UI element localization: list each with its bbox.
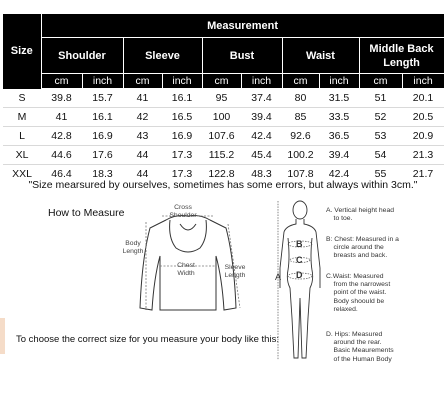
note-c-waist: C.Waist: Measured from the narrowest point of the waist. Body shoould be relaxed. <box>326 273 391 313</box>
letter-b: B <box>296 239 303 249</box>
value-cell: 16.1 <box>82 108 123 127</box>
how-to-measure-title: How to Measure <box>48 207 125 219</box>
value-cell: 44 <box>123 146 162 165</box>
note-b-chest: B: Chest: Measured in a circle around the breasts and back. <box>326 236 399 260</box>
value-cell: 45.4 <box>241 146 282 165</box>
unit-cm: cm <box>202 74 241 89</box>
unit-cm: cm <box>41 74 82 89</box>
value-cell: 18.3 <box>92 168 113 180</box>
choose-size-instruction: To choose the correct size for you measure your body like this: <box>16 334 279 345</box>
value-cell: 36.5 <box>319 127 359 146</box>
value-cell: 92.6 <box>282 127 319 146</box>
size-cell: L <box>3 127 41 146</box>
label-chest-width: Chest Width <box>177 262 195 277</box>
value-cell: 20.1 <box>402 89 444 108</box>
value-cell: 54 <box>359 146 402 165</box>
column-header-sleeve: Sleeve <box>123 38 202 74</box>
hood-outline <box>170 220 207 252</box>
size-note: "Size mearsured by ourselves, sometimes has some errors, but always within 3cm." <box>28 179 418 191</box>
value-cell: 39.4 <box>241 108 282 127</box>
value-cell: 16.9 <box>82 127 123 146</box>
column-header-shoulder: Shoulder <box>41 38 123 74</box>
column-header-bust: Bust <box>202 38 282 74</box>
value-cell: 39.4 <box>319 146 359 165</box>
value-cell: 51 <box>359 89 402 108</box>
value-cell: 20.9 <box>402 127 444 146</box>
note-a-height: A. Vertical height head to toe. <box>326 207 395 223</box>
body-figure-diagram <box>274 198 326 368</box>
value-cell: 21.7 <box>412 168 434 180</box>
value-cell: 16.1 <box>162 89 202 108</box>
value-cell: 80 <box>282 89 319 108</box>
table-row <box>3 89 444 108</box>
size-chart-table <box>3 13 445 183</box>
value-cell: 16.9 <box>162 127 202 146</box>
unit-cm: cm <box>359 74 402 89</box>
value-cell: 41 <box>41 108 82 127</box>
measurement-header: Measurement <box>41 14 444 38</box>
letter-a: A <box>275 272 282 282</box>
value-cell: 21.3 <box>402 146 444 165</box>
value-cell: 17.6 <box>82 146 123 165</box>
value-cell: 42 <box>123 108 162 127</box>
value-cell: 44.6 <box>41 146 82 165</box>
value-cell: 52 <box>359 108 402 127</box>
size-cell: XL <box>3 146 41 165</box>
value-cell: 115.2 <box>202 146 241 165</box>
value-cell: 122.8 <box>208 168 235 180</box>
value-cell: 95 <box>202 89 241 108</box>
column-header-middle-back-length: Middle Back Length <box>359 38 444 74</box>
value-cell: 42.4 <box>241 127 282 146</box>
value-cell: 39.8 <box>41 89 82 108</box>
label-cross-shoulder: Cross Shoulder <box>169 204 197 219</box>
unit-inch: inch <box>162 74 202 89</box>
value-cell: 15.7 <box>82 89 123 108</box>
decorative-strip <box>0 318 5 354</box>
column-header-waist: Waist <box>282 38 359 74</box>
value-cell: 100.2 <box>282 146 319 165</box>
value-cell: 17.3 <box>171 168 193 180</box>
unit-inch: inch <box>241 74 282 89</box>
note-d-hips: D. Hips: Measured around the rear. Basic Meaurements of the Human Body <box>326 331 394 363</box>
unit-inch: inch <box>402 74 444 89</box>
value-cell: 16.5 <box>162 108 202 127</box>
value-cell: 17.3 <box>162 146 202 165</box>
unit-cm: cm <box>282 74 319 89</box>
value-cell: 42.8 <box>41 127 82 146</box>
value-cell: 55 <box>374 168 387 180</box>
value-cell: 48.3 <box>251 168 272 180</box>
size-cell: S <box>3 89 41 108</box>
value-cell: 41 <box>123 89 162 108</box>
value-cell: 53 <box>359 127 402 146</box>
value-cell: 85 <box>282 108 319 127</box>
value-cell: 33.5 <box>319 108 359 127</box>
size-cell: M <box>3 108 41 127</box>
letter-d: D <box>296 270 303 280</box>
value-cell: 42.4 <box>328 168 350 180</box>
value-cell: 31.5 <box>319 89 359 108</box>
unit-cm: cm <box>123 74 162 89</box>
value-cell: 20.5 <box>402 108 444 127</box>
value-cell: 37.4 <box>241 89 282 108</box>
head-outline <box>293 201 307 219</box>
size-header: Size <box>3 14 41 89</box>
value-cell: 43 <box>123 127 162 146</box>
table-row <box>3 127 444 146</box>
label-body-length: Body Length <box>122 240 144 255</box>
table-row <box>3 108 444 127</box>
unit-inch: inch <box>82 74 123 89</box>
value-cell: 107.8 <box>287 168 314 180</box>
table-row <box>3 146 444 165</box>
unit-inch: inch <box>319 74 359 89</box>
size-cell: XXL <box>12 168 32 180</box>
value-cell: 107.6 <box>202 127 241 146</box>
letter-c: C <box>296 255 303 265</box>
value-cell: 44 <box>136 168 149 180</box>
value-cell: 100 <box>202 108 241 127</box>
label-sleeve-length: Sleeve Length <box>224 264 246 279</box>
value-cell: 46.4 <box>51 168 72 180</box>
